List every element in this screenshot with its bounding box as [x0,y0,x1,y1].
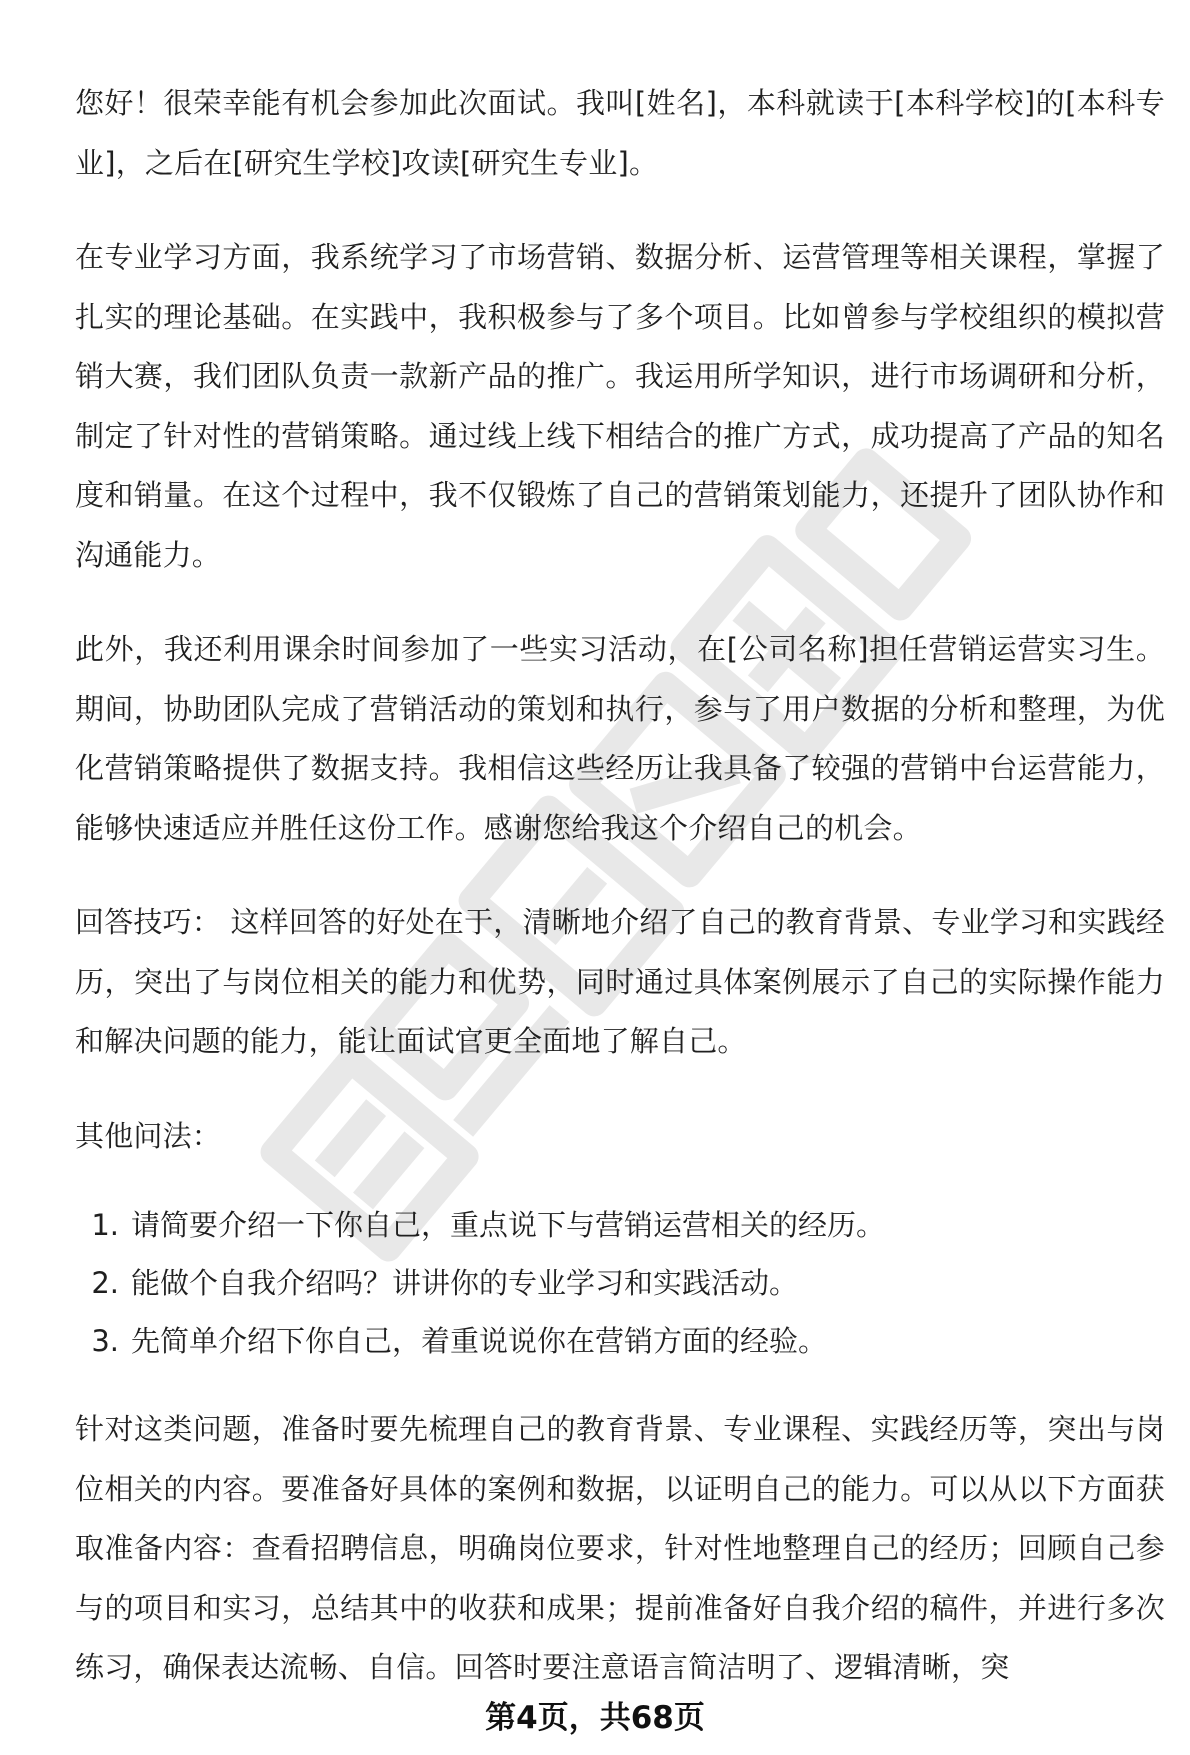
page-number-footer: 第4页，共68页 [485,1700,705,1736]
list-item-text: 能做个自我介绍吗？讲讲你的专业学习和实践活动。 [131,1266,799,1300]
other-questions-list [75,1196,1165,1370]
list-item-text: 请简要介绍一下你自己，重点说下与营销运营相关的经历。 [131,1208,886,1242]
list-item-number: 3. [91,1324,119,1358]
main-content [75,74,1165,1698]
intro-paragraph: 您好！很荣幸能有机会参加此次面试。我叫[姓名]，本科就读于[本科学校]的[本科专业]，之后在[研究生学校]攻读[研究生专业]。 [75,86,1165,180]
list-item [75,1254,1165,1312]
other-questions-heading: 其他问法： [75,1118,222,1153]
list-item-number: 1. [91,1208,119,1242]
internship-paragraph: 此外，我还利用课余时间参加了一些实习活动，在[公司名称]担任营销运营实习生。期间，协助团队完成了营销活动的策划和执行，参与了用户数据的分析和整理，为优化营销策略提供了数据支持。我相信这些经历让我具备了较强的营销中台运营能力，能够快速适应并胜任这份工作。感谢您给我这个介绍自己的机会。 [75,632,1165,845]
preparation-advice-paragraph: 针对这类问题，准备时要先梳理自己的教育背景、专业课程、实践经历等，突出与岗位相关的内容。要准备好具体的案例和数据，以证明自己的能力。可以从以下方面获取准备内容：查看招聘信息，明确岗位要求，针对性地整理自己的经历；回顾自己参与的项目和实习，总结其中的收获和成果；提前准备好自我介绍的稿件，并进行多次练习，确保表达流畅、自信。回答时要注意语言简洁明了、逻辑清晰，突 [75,1412,1165,1684]
list-item-number: 2. [91,1266,119,1300]
list-item [75,1196,1165,1254]
list-item [75,1312,1165,1370]
answer-tips-paragraph: 回答技巧： 这样回答的好处在于，清晰地介绍了自己的教育背景、专业学习和实践经历，突出了与岗位相关的能力和优势，同时通过具体案例展示了自己的实际操作能力和解决问题的能力，能让面试官更全面地了解自己。 [75,905,1165,1058]
study-practice-paragraph: 在专业学习方面，我系统学习了市场营销、数据分析、运营管理等相关课程，掌握了扎实的理论基础。在实践中，我积极参与了多个项目。比如曾参与学校组织的模拟营销大赛，我们团队负责一款新产品的推广。我运用所学知识，进行市场调研和分析，制定了针对性的营销策略。通过线上线下相结合的推广方式，成功提高了产品的知名度和销量。在这个过程中，我不仅锻炼了自己的营销策划能力，还提升了团队协作和沟通能力。 [75,240,1165,572]
list-item-text: 先简单介绍下你自己，着重说说你在营销方面的经验。 [131,1324,828,1358]
